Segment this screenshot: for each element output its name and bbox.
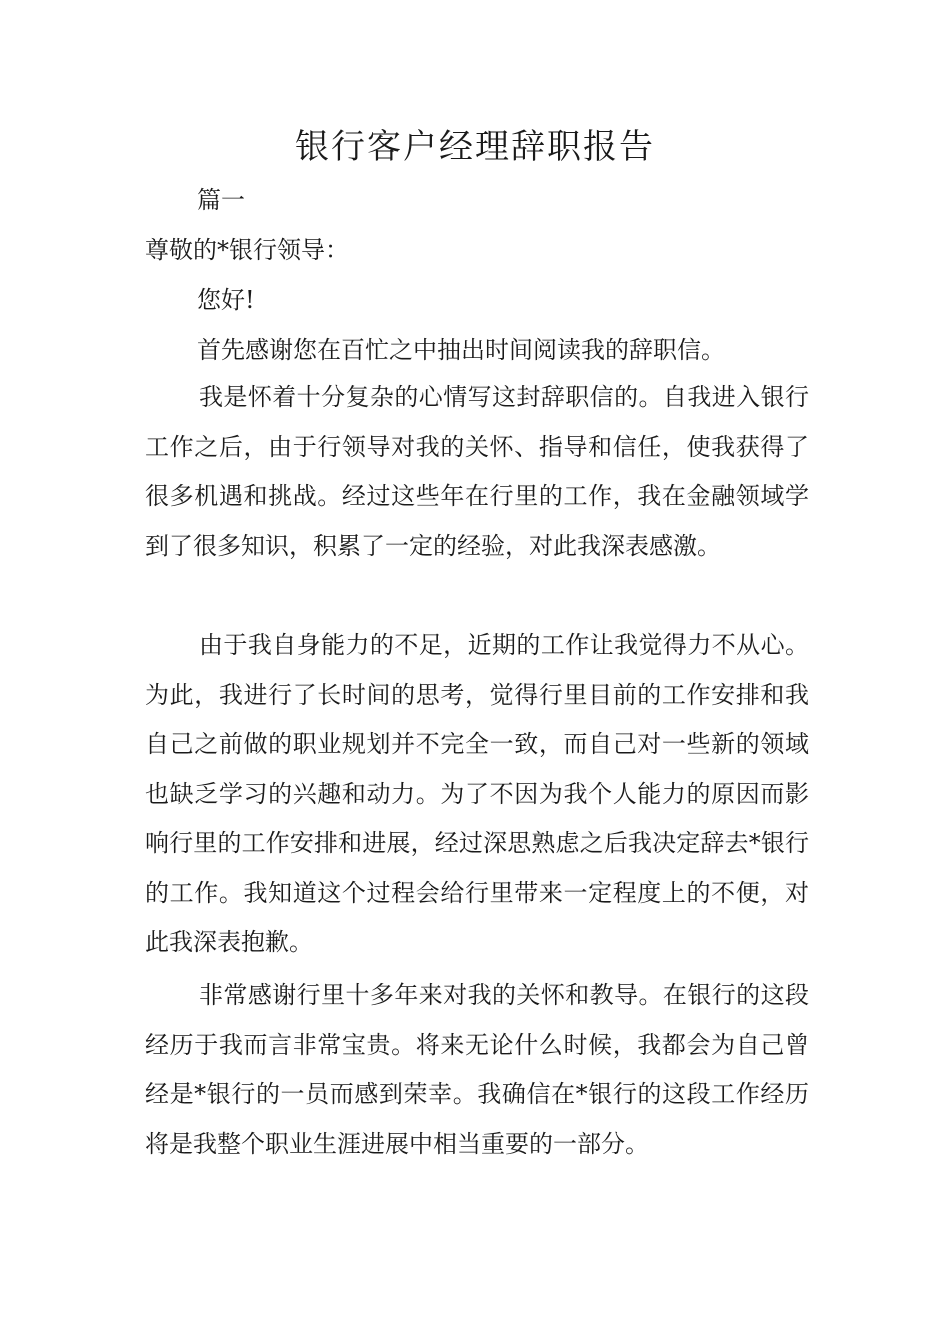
section-label: 篇一: [197, 186, 245, 214]
paragraph-thanks: 非常感谢行里十多年来对我的关怀和教导。在银行的这段经历于我而言非常宝贵。将来无论什么时候，我都会为自己曾经是*银行的一员而感到荣幸。我确信在*银行的这段工作经历将是我整个职业生涯进展中相当重要的一部分。: [145, 981, 809, 1158]
salutation: 尊敬的*银行领导：: [145, 236, 349, 264]
document-title: 银行客户经理辞职报告: [295, 127, 655, 167]
greeting: 您好!: [197, 286, 255, 314]
paragraph-gratitude: 我是怀着十分复杂的心情写这封辞职信的。自我进入银行工作之后，由于行领导对我的关怀、指导和信任，使我获得了很多机遇和挑战。经过这些年在行里的工作，我在金融领域学到了很多知识，积累了一定的经验，对此我深表感激。: [145, 383, 809, 560]
paragraph-intro: 首先感谢您在百忙之中抽出时间阅读我的辞职信。: [197, 336, 725, 364]
paragraph-reason: 由于我自身能力的不足，近期的工作让我觉得力不从心。为此，我进行了长时间的思考，觉得行里目前的工作安排和我自己之前做的职业规划并不完全一致，而自己对一些新的领域也缺乏学习的兴趣和动力。为了不因为我个人能力的原因而影响行里的工作安排和进展，经过深思熟虑之后我决定辞去*银行的工作。我知道这个过程会给行里带来一定程度上的不便，对此我深表抱歉。: [145, 631, 809, 956]
